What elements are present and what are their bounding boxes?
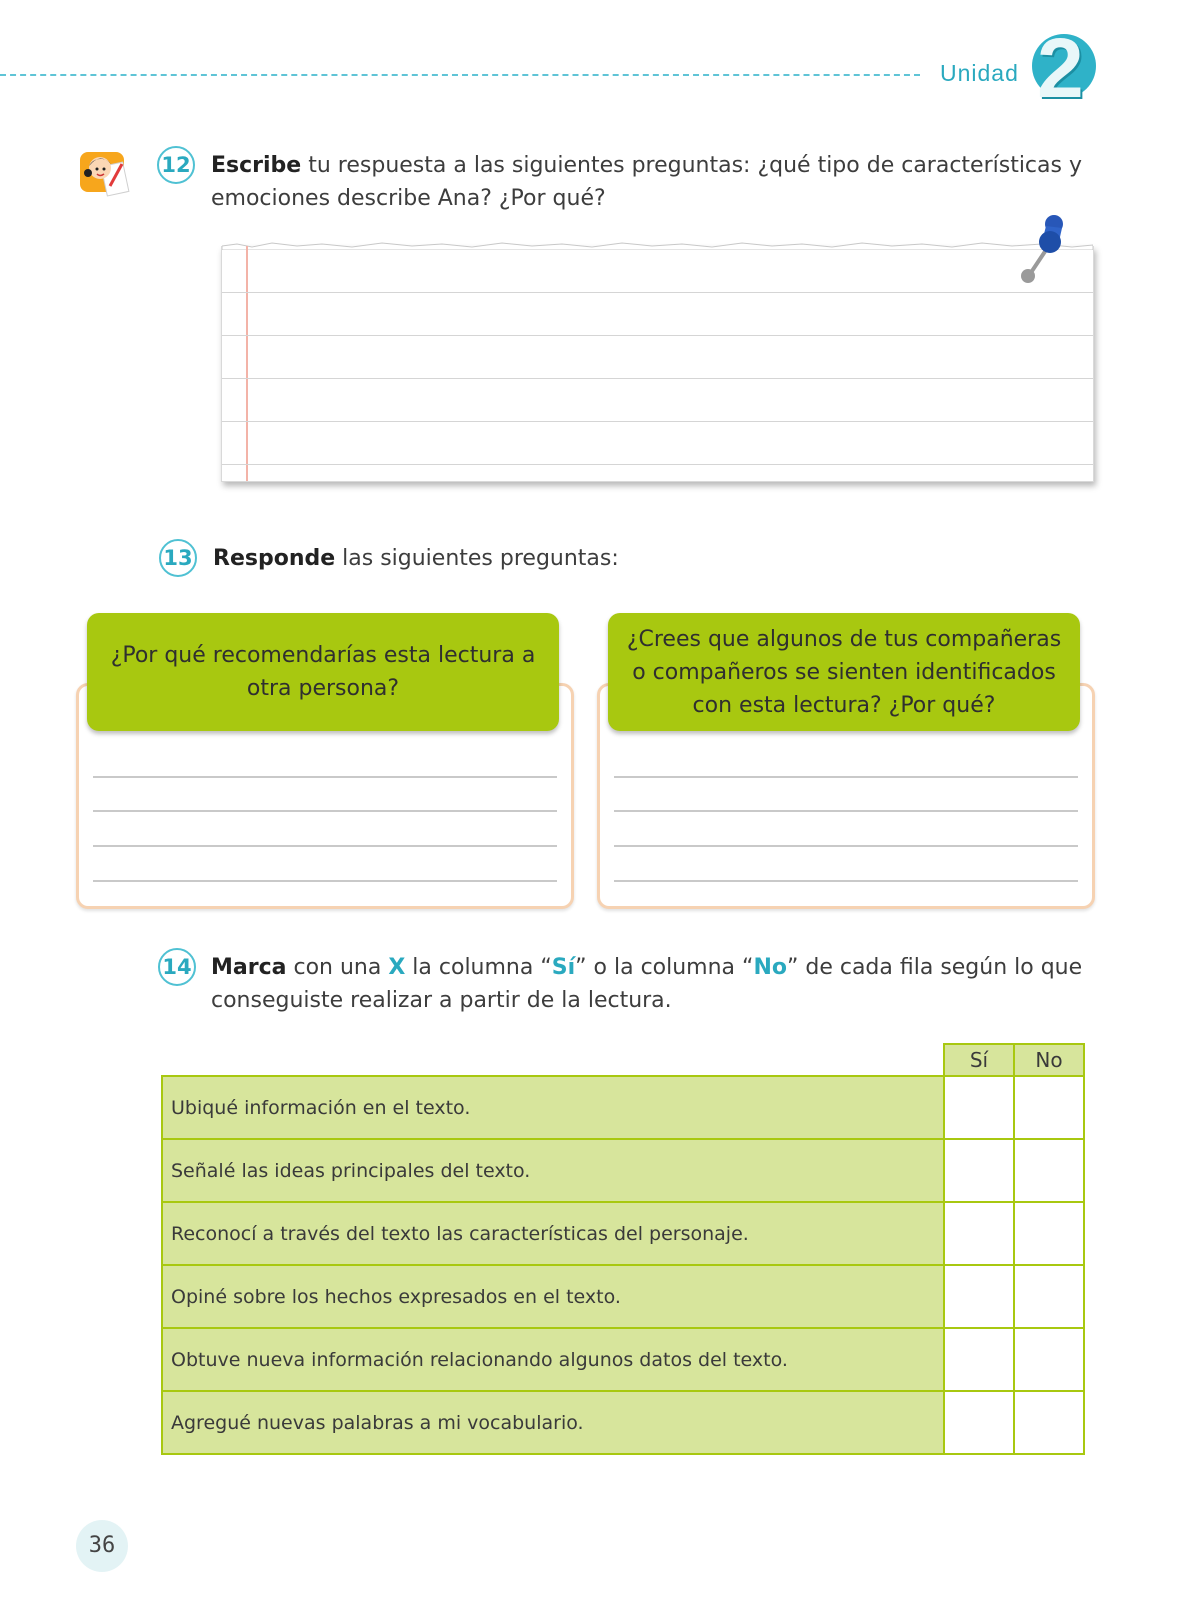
table-header-row — [162, 1044, 1084, 1076]
checkbox-no[interactable] — [1014, 1391, 1084, 1454]
push-pin-icon — [1016, 214, 1076, 294]
question-number-13: 13 — [159, 539, 197, 577]
answer-line — [93, 880, 557, 882]
table-row — [162, 1391, 1084, 1454]
question-12-body: tu respuesta a las siguientes preguntas: ¿qué tipo de características y emociones describe Ana? ¿Por qué? — [211, 153, 1082, 211]
column-header-si: Sí — [944, 1044, 1014, 1076]
row-statement: Señalé las ideas principales del texto. — [162, 1139, 944, 1202]
self-assessment-table — [161, 1043, 1085, 1455]
checkbox-si[interactable] — [944, 1139, 1014, 1202]
checkbox-si[interactable] — [944, 1391, 1014, 1454]
table-header-blank — [162, 1044, 944, 1076]
answer-line — [222, 421, 1093, 422]
answer-line — [222, 464, 1093, 465]
answer-notepaper[interactable] — [221, 246, 1094, 482]
question-number-12: 12 — [157, 146, 195, 184]
question-number-14: 14 — [158, 948, 196, 986]
answer-line — [614, 776, 1078, 778]
checkbox-no[interactable] — [1014, 1328, 1084, 1391]
table-row — [162, 1265, 1084, 1328]
answer-line — [93, 810, 557, 812]
checkbox-no[interactable] — [1014, 1202, 1084, 1265]
si-word: Sí — [551, 955, 576, 980]
unit-label: Unidad — [940, 60, 1019, 86]
question-14-part: con una — [286, 955, 389, 980]
question-12-text — [211, 149, 1091, 215]
row-statement: Obtuve nueva información relacionando algunos datos del texto. — [162, 1328, 944, 1391]
table-row — [162, 1076, 1084, 1139]
question-13-body: las siguientes preguntas: — [335, 546, 619, 571]
checkbox-no[interactable] — [1014, 1076, 1084, 1139]
checkbox-si[interactable] — [944, 1328, 1014, 1391]
torn-edge — [222, 240, 1093, 250]
table-row — [162, 1328, 1084, 1391]
table-row — [162, 1139, 1084, 1202]
answer-line — [222, 292, 1093, 293]
question-14-text — [211, 951, 1111, 1017]
answer-line — [93, 776, 557, 778]
answer-line — [614, 810, 1078, 812]
header-dashed-line — [0, 74, 920, 76]
checkbox-no[interactable] — [1014, 1139, 1084, 1202]
page-number: 36 — [76, 1520, 128, 1572]
column-header-no: No — [1014, 1044, 1084, 1076]
row-statement: Agregué nuevas palabras a mi vocabulario. — [162, 1391, 944, 1454]
question-box-2-header: ¿Crees que algunos de tus compañeras o compañeros se sienten identificados con esta lectura? ¿Por qué? — [608, 613, 1080, 731]
answer-line — [614, 880, 1078, 882]
unit-number: 2 — [1037, 21, 1084, 115]
question-box-1-header: ¿Por qué recomendarías esta lectura a otra persona? — [87, 613, 559, 731]
notepaper-margin-line — [246, 246, 248, 481]
question-12-verb: Escribe — [211, 153, 302, 178]
checkbox-no[interactable] — [1014, 1265, 1084, 1328]
question-13-text — [213, 542, 913, 575]
checkbox-si[interactable] — [944, 1076, 1014, 1139]
x-mark: X — [388, 955, 406, 980]
row-statement: Ubiqué información en el texto. — [162, 1076, 944, 1139]
answer-line — [222, 378, 1093, 379]
checkbox-si[interactable] — [944, 1265, 1014, 1328]
checkbox-si[interactable] — [944, 1202, 1014, 1265]
question-14-part: ” o la columna “ — [575, 955, 754, 980]
student-writing-icon — [78, 146, 134, 198]
question-14-part: la columna “ — [405, 955, 552, 980]
question-13-verb: Responde — [213, 546, 336, 571]
row-statement: Opiné sobre los hechos expresados en el texto. — [162, 1265, 944, 1328]
answer-line — [614, 845, 1078, 847]
question-14-verb: Marca — [211, 955, 287, 980]
question-14-part: ” de cada fila según lo que conseguiste realizar a partir de la lectura. — [211, 955, 1083, 1013]
answer-line — [222, 335, 1093, 336]
no-word: No — [753, 955, 787, 980]
table-row — [162, 1202, 1084, 1265]
answer-line — [93, 845, 557, 847]
row-statement: Reconocí a través del texto las características del personaje. — [162, 1202, 944, 1265]
